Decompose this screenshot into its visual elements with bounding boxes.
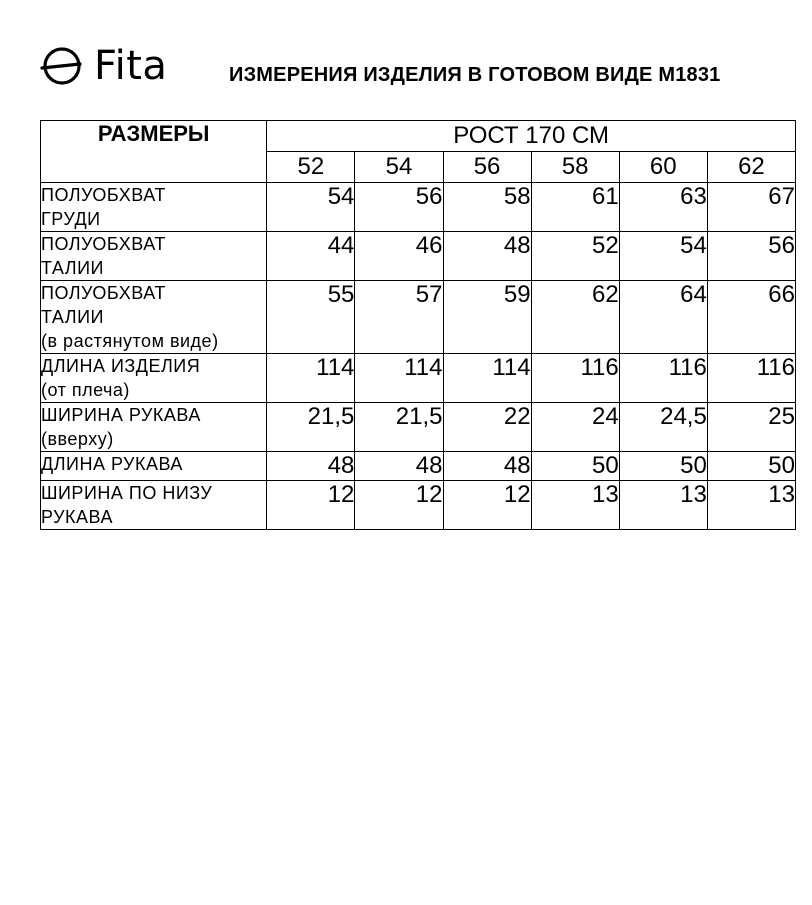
row-label-line: (от плеча)	[41, 380, 130, 400]
table-cell: 63	[619, 183, 707, 232]
row-label-line: РУКАВА	[41, 507, 113, 527]
table-cell: 22	[443, 403, 531, 452]
table-cell: 55	[267, 281, 355, 354]
row-label	[41, 354, 267, 403]
table-cell: 46	[355, 232, 443, 281]
size-measurements-table	[40, 120, 796, 530]
table-cell: 114	[355, 354, 443, 403]
table-row	[41, 403, 796, 452]
height-header: РОСТ 170 СМ	[267, 121, 796, 152]
table-cell: 116	[531, 354, 619, 403]
size-column-header: 60	[619, 152, 707, 183]
table-cell: 116	[619, 354, 707, 403]
table-row	[41, 232, 796, 281]
table-cell: 50	[707, 452, 795, 481]
brand-logo	[40, 40, 167, 92]
table-cell: 116	[707, 354, 795, 403]
table-cell: 114	[267, 354, 355, 403]
size-column-header: 54	[355, 152, 443, 183]
table-cell: 57	[355, 281, 443, 354]
table-row	[41, 452, 796, 481]
row-label	[41, 452, 267, 481]
table-cell: 48	[267, 452, 355, 481]
table-cell: 12	[443, 481, 531, 530]
table-cell: 62	[531, 281, 619, 354]
table-cell: 52	[531, 232, 619, 281]
table-cell: 66	[707, 281, 795, 354]
row-label-line: ПОЛУОБХВАТ	[41, 283, 166, 303]
table-cell: 24	[531, 403, 619, 452]
row-label	[41, 232, 267, 281]
row-label	[41, 281, 267, 354]
table-cell: 54	[619, 232, 707, 281]
row-label	[41, 183, 267, 232]
row-label-line: ПОЛУОБХВАТ	[41, 185, 166, 205]
table-cell: 12	[267, 481, 355, 530]
table-cell: 44	[267, 232, 355, 281]
row-label-line: ТАЛИИ	[41, 258, 104, 278]
table-cell: 13	[707, 481, 795, 530]
table-cell: 114	[443, 354, 531, 403]
table-row	[41, 481, 796, 530]
table-cell: 50	[619, 452, 707, 481]
table-row	[41, 354, 796, 403]
table-cell: 25	[707, 403, 795, 452]
table-cell: 21,5	[355, 403, 443, 452]
fita-ring-logo-icon	[40, 41, 90, 91]
table-cell: 13	[531, 481, 619, 530]
table-cell: 67	[707, 183, 795, 232]
row-label-line: ПОЛУОБХВАТ	[41, 234, 166, 254]
row-label-line: (вверху)	[41, 429, 114, 449]
row-label	[41, 403, 267, 452]
row-label-line: ТАЛИИ	[41, 307, 104, 327]
size-column-header: 56	[443, 152, 531, 183]
row-label-line: ШИРИНА ПО НИЗУ	[41, 483, 213, 503]
row-label-line: ДЛИНА ИЗДЕЛИЯ	[41, 356, 201, 376]
table-cell: 59	[443, 281, 531, 354]
table-row	[41, 183, 796, 232]
table-cell: 48	[443, 452, 531, 481]
table-cell: 21,5	[267, 403, 355, 452]
table-cell: 54	[267, 183, 355, 232]
table-cell: 48	[355, 452, 443, 481]
table-cell: 56	[707, 232, 795, 281]
table-cell: 48	[443, 232, 531, 281]
row-label-line: ГРУДИ	[41, 209, 101, 229]
row-label	[41, 481, 267, 530]
row-label-line: ДЛИНА РУКАВА	[41, 454, 183, 474]
size-column-header: 62	[707, 152, 795, 183]
table-cell: 24,5	[619, 403, 707, 452]
sizes-header: РАЗМЕРЫ	[41, 121, 267, 183]
row-label-line: (в растянутом виде)	[41, 331, 219, 351]
table-row	[41, 281, 796, 354]
table-cell: 12	[355, 481, 443, 530]
table-cell: 56	[355, 183, 443, 232]
size-column-header: 52	[267, 152, 355, 183]
document-title: ИЗМЕРЕНИЯ ИЗДЕЛИЯ В ГОТОВОМ ВИДЕ М1831	[229, 64, 721, 86]
table-cell: 61	[531, 183, 619, 232]
table-cell: 64	[619, 281, 707, 354]
table-cell: 50	[531, 452, 619, 481]
size-column-header: 58	[531, 152, 619, 183]
table-cell: 58	[443, 183, 531, 232]
table-cell: 13	[619, 481, 707, 530]
row-label-line: ШИРИНА РУКАВА	[41, 405, 201, 425]
brand-name: Fita	[94, 43, 168, 89]
